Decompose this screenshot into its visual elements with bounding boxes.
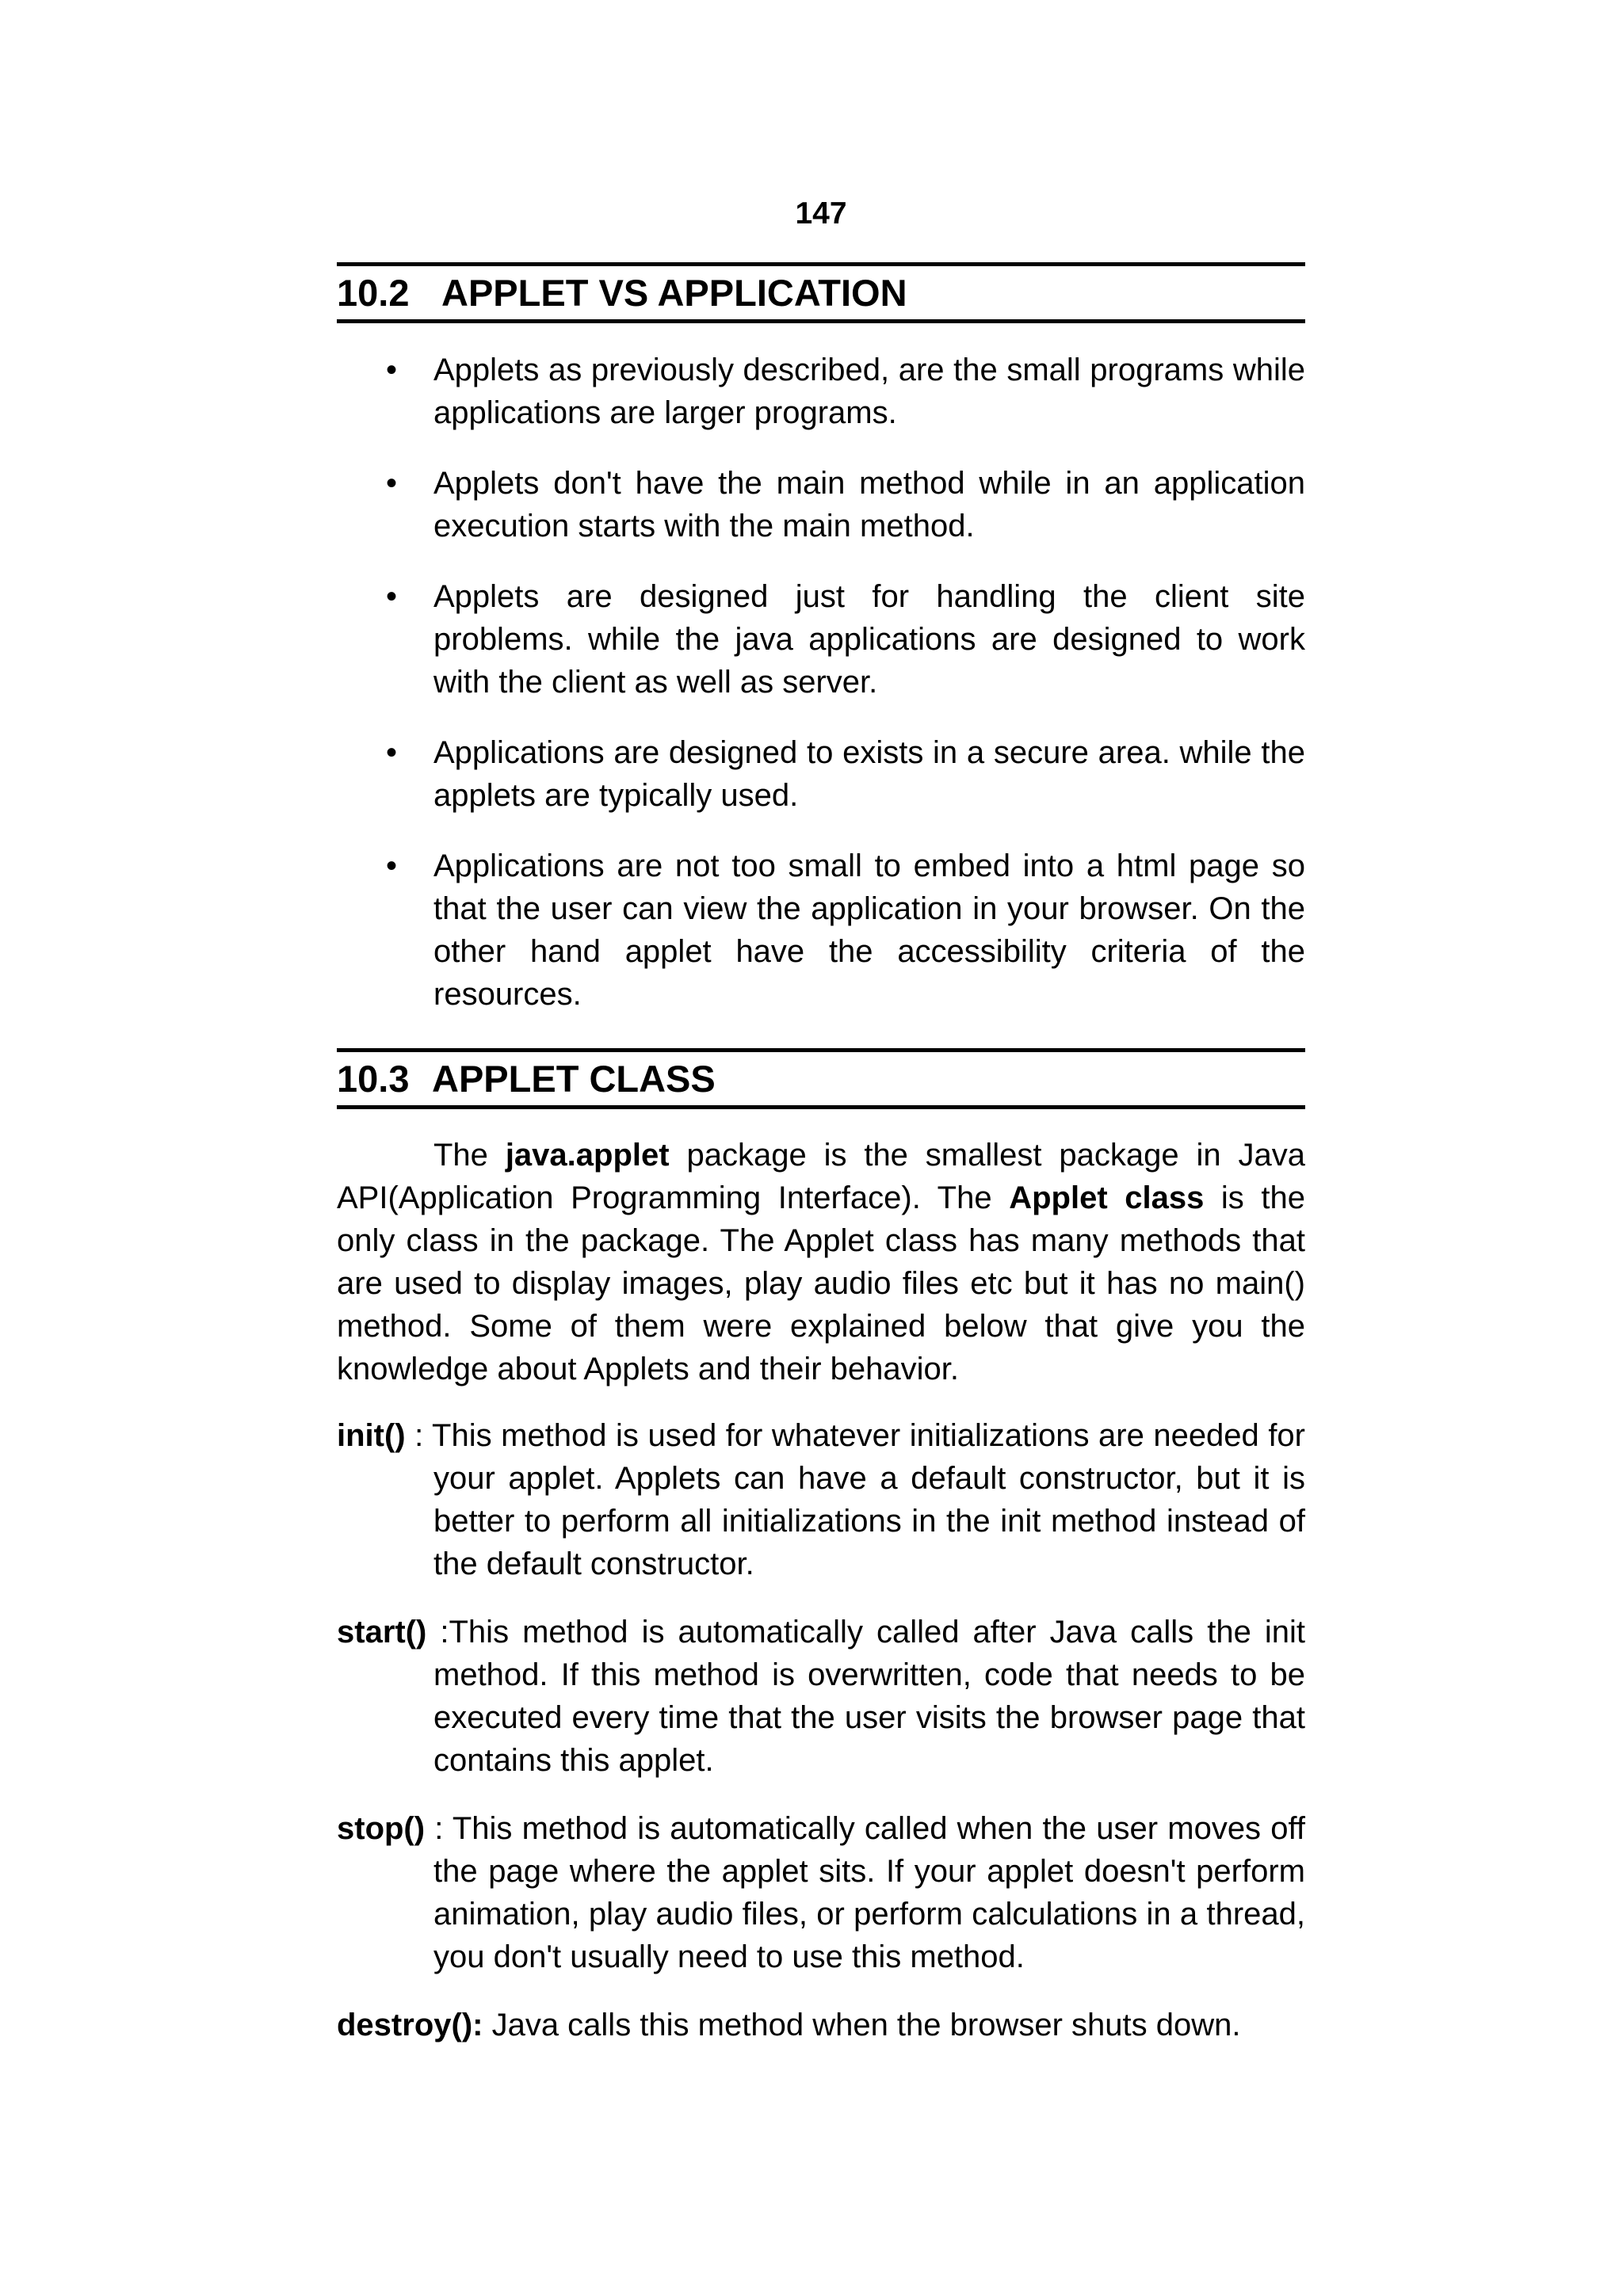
bullet-text: Applets don't have the main method while in an application execution starts with the main method. [433,466,1305,543]
method-name: init() [337,1418,406,1453]
list-item [337,349,1305,434]
intro-text: The [433,1138,506,1173]
method-description: :This method is automatically called after Java calls the init method. If this method is overwritten, code that needs to be executed every time that the user visits the browser page that contains this applet. [426,1615,1305,1778]
bullet-text: Applets are designed just for handling the client site problems. while the java applications are designed to work with the client as well as server. [433,579,1305,700]
method-start [337,1611,1305,1782]
page-number: 147 [795,196,847,231]
method-name: destroy(): [337,2008,483,2042]
bullet-icon: • [386,735,398,770]
intro-text: is the only class in the package. The Applet class has many methods that are used to display images, play audio files etc but it has no main() method. Some of them were explained below that give you the knowledge about Applets and their behavior. [337,1180,1305,1386]
bullet-text: Applications are designed to exists in a secure area. while the applets are typically used. [433,735,1305,813]
method-description: : This method is automatically called when the user moves off the page where the applet sits. If your applet doesn't perform animation, play audio files, or perform calculations in a thread, you don't usually need to use this method. [425,1811,1305,1974]
list-item [337,845,1305,1016]
section-heading-applet-class [337,1048,1305,1109]
method-name: start() [337,1615,427,1650]
bullet-icon: • [386,466,398,501]
intro-text: package is the smallest package in Java API(Application Programming Interface). The [337,1138,1305,1215]
method-description: : This method is used for whatever initializations are needed for your applet. Applets can have a default constructor, but it is better to perform all initializations in the init method instead of the default constructor. [405,1418,1305,1581]
list-item [337,575,1305,704]
method-description: Java calls this method when the browser shuts down. [483,2008,1241,2042]
bullet-icon: • [386,353,398,387]
bullet-icon: • [386,579,398,614]
method-init [337,1414,1305,1585]
bullet-text: Applets as previously described, are the small programs while applications are larger programs. [433,353,1305,430]
bullet-icon: • [386,849,398,883]
section-title: APPLET VS APPLICATION [441,272,907,314]
class-name: Applet class [1009,1180,1205,1215]
section-number: 10.2 [337,272,410,314]
section-title: APPLET CLASS [432,1058,716,1100]
method-destroy [337,2004,1305,2046]
method-list [337,1414,1305,2072]
list-item [337,731,1305,817]
bullet-text: Applications are not too small to embed into a html page so that the user can view the application in your browser. On the other hand applet have the accessibility criteria of the resources. [433,849,1305,1012]
intro-paragraph [337,1134,1305,1390]
method-stop [337,1807,1305,1978]
section-number: 10.3 [337,1058,410,1100]
list-item [337,462,1305,547]
method-name: stop() [337,1811,426,1846]
package-name: java.applet [505,1138,670,1173]
section-heading-applet-vs-application [337,262,1305,323]
comparison-bullet-list [337,349,1305,1043]
